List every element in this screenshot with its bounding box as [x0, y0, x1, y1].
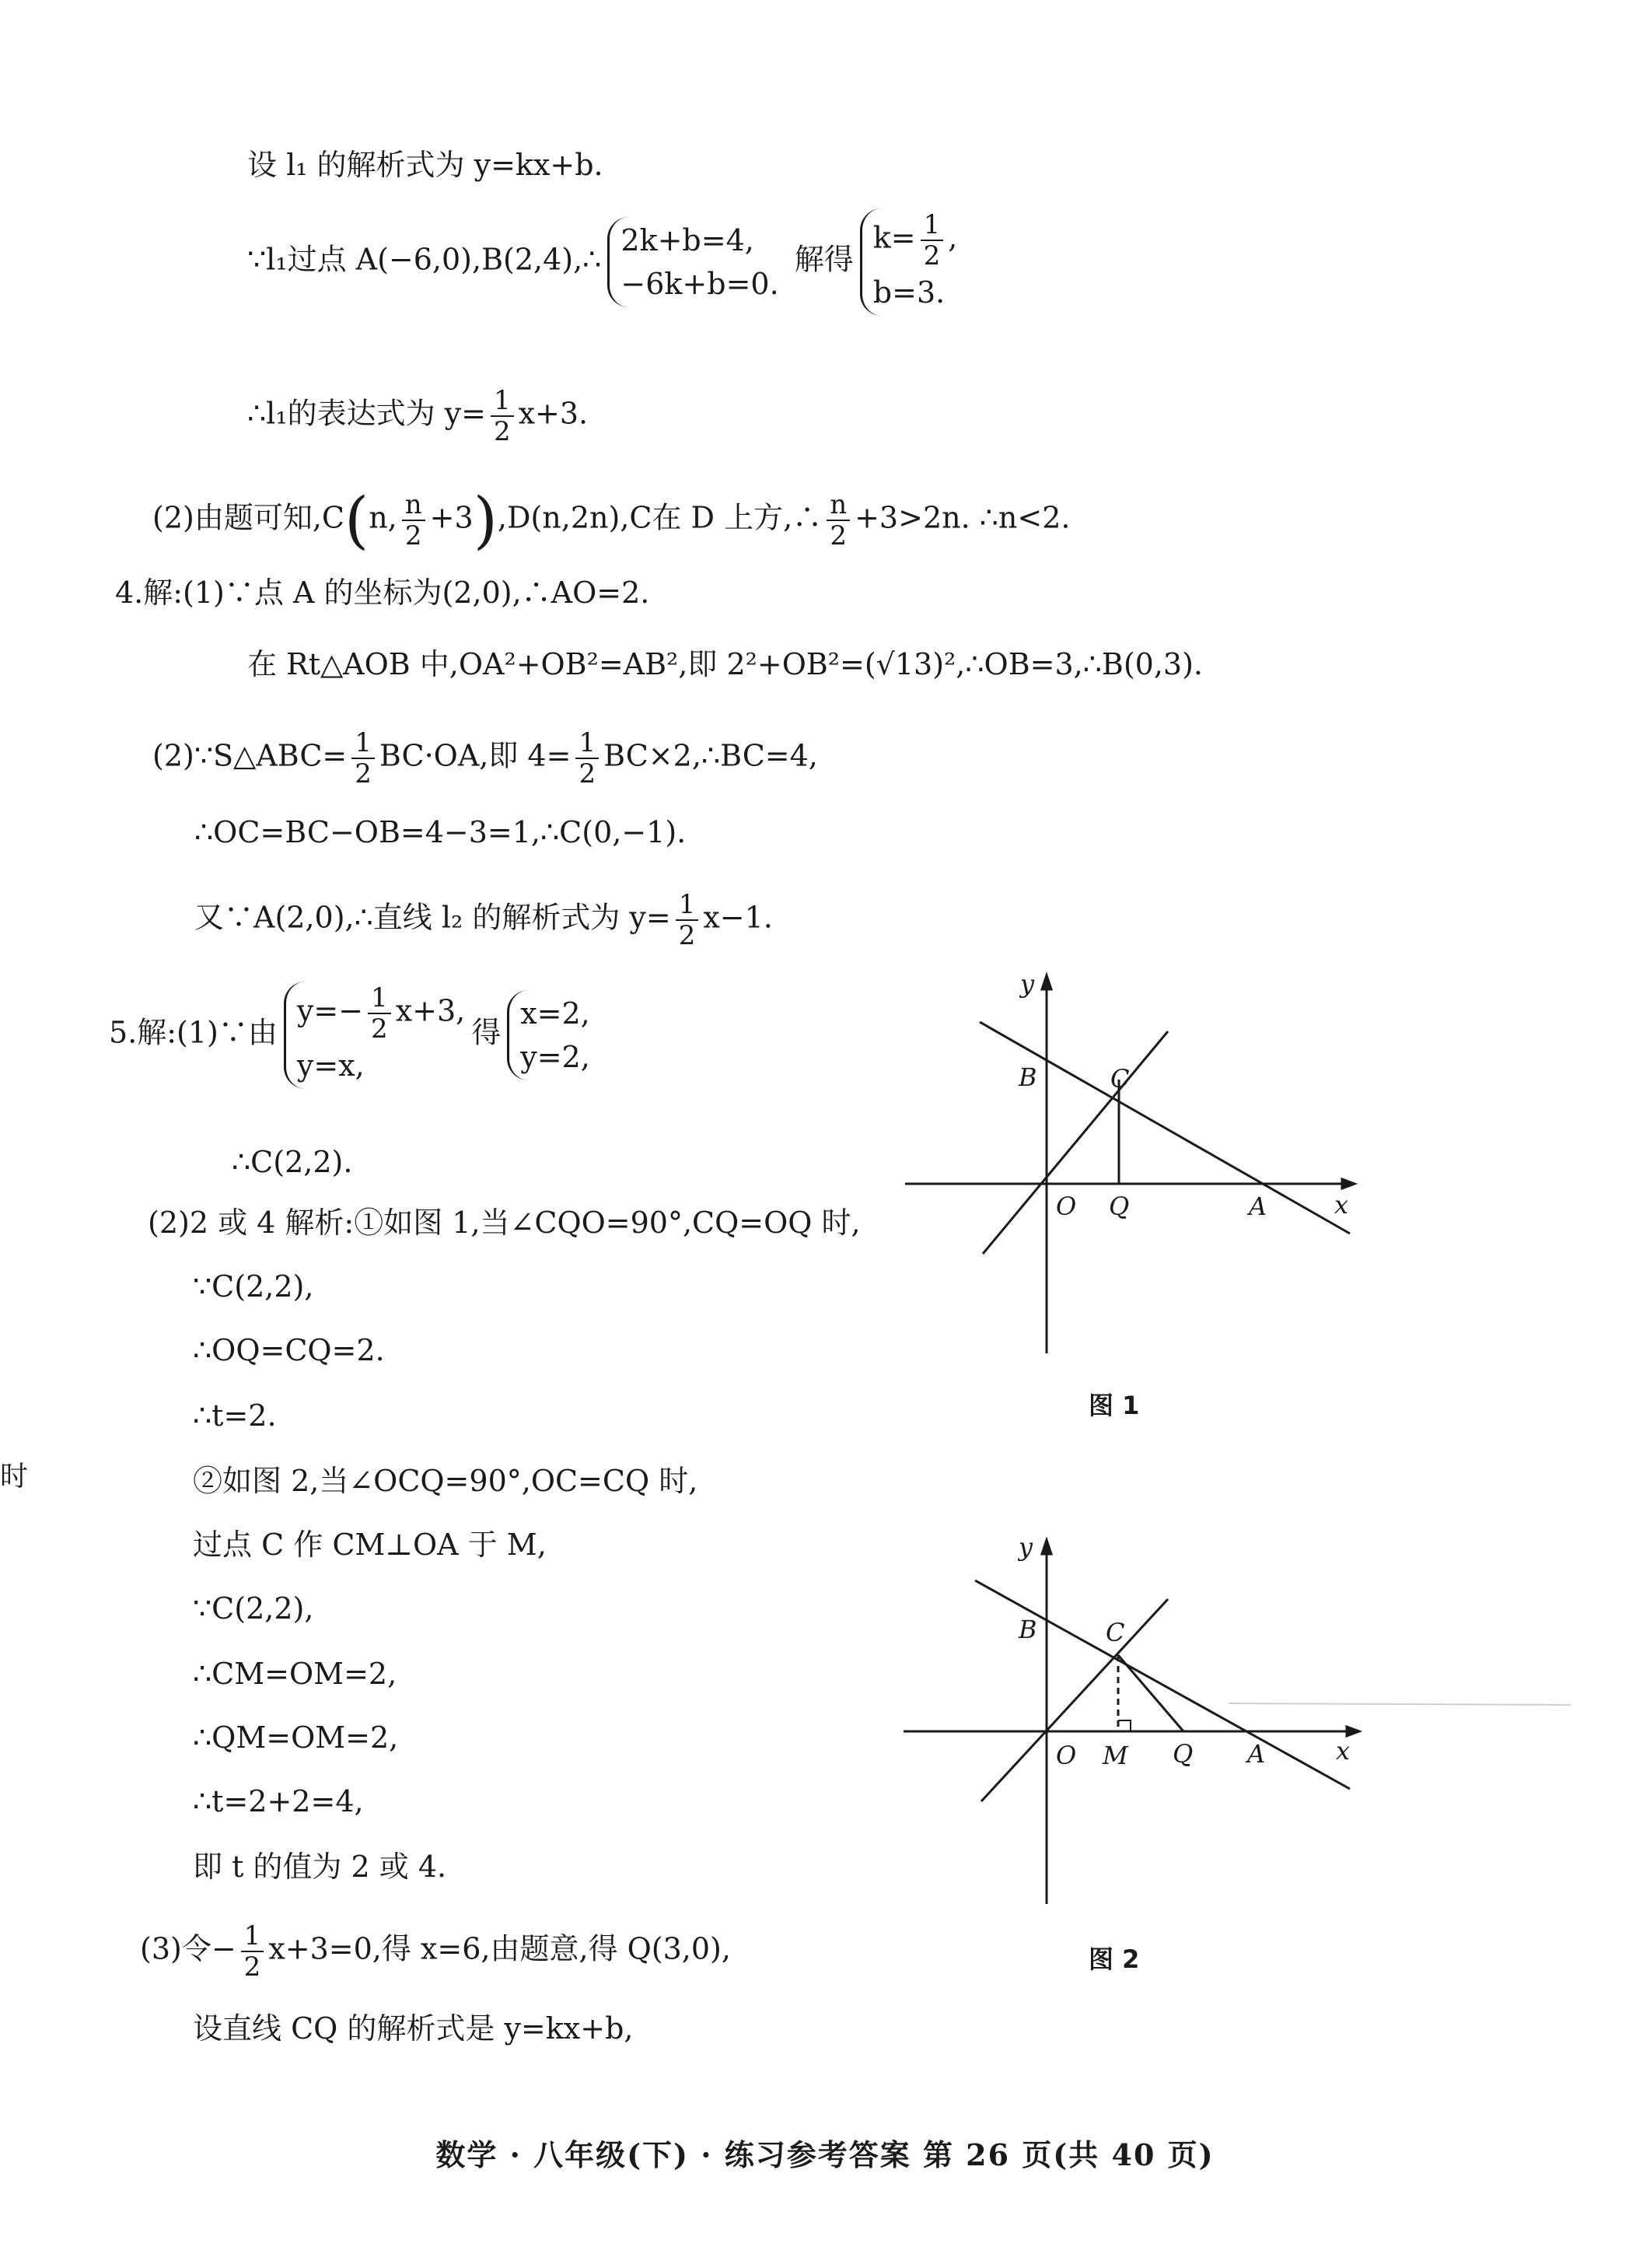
label-x: x — [1336, 1736, 1351, 1766]
text: 解得 — [794, 242, 854, 277]
label-c: C — [1106, 1618, 1125, 1647]
line-l1 — [980, 1022, 1350, 1234]
line-4: (2)由题可知,C(n, $\frac{n}{2}$ +3),D(n,2n),C在 D 上方,∴ $\frac{n}{2}$ +3>2n. ∴n<2. — [152, 484, 1071, 556]
edge-character: 时 — [0, 1461, 29, 1493]
line-11: ∴C(2,2). — [232, 1145, 353, 1179]
solution-system: x=2, y=2, — [507, 990, 590, 1080]
label-q: Q — [1173, 1739, 1194, 1769]
line-1 — [247, 146, 603, 184]
equation-system — [607, 217, 778, 307]
fraction: $\frac{1}{2}$ — [491, 386, 514, 446]
label-x: x — [1334, 1190, 1349, 1220]
line-19: ∴CM=OM=2, — [193, 1657, 397, 1691]
y-arrow — [1042, 975, 1051, 989]
x-arrow — [1342, 1179, 1355, 1188]
solution-b: b=3. — [872, 275, 946, 310]
line-14: ∴OQ=CQ=2. — [193, 1333, 385, 1367]
line-yx — [981, 1599, 1168, 1801]
line-15: ∴t=2. — [193, 1398, 277, 1433]
text: ∵l₁过点 A(−6,0),B(2,4),∴ — [247, 242, 602, 277]
line-21: ∴t=2+2=4, — [193, 1784, 364, 1818]
y-arrow — [1042, 1540, 1051, 1554]
line-9: 又∵A(2,0),∴直线 l₂ 的解析式为 y= $\frac{1}{2}$ x−1. — [194, 889, 773, 951]
line-22: 即 t 的值为 2 或 4. — [193, 1850, 447, 1884]
figure-1-caption: 图 1 — [1089, 1391, 1140, 1420]
label-q: Q — [1109, 1192, 1130, 1221]
label-b: B — [1019, 1615, 1037, 1644]
line-2 — [247, 208, 963, 316]
label-m: M — [1103, 1741, 1128, 1770]
line-8: ∴OC=BC−OB=4−3=1,∴C(0,−1). — [194, 815, 687, 849]
label-a: A — [1249, 1192, 1267, 1221]
line-16: ②如图 2,当∠OCQ=90°,OC=CQ 时, — [193, 1464, 698, 1498]
line-18: ∵C(2,2), — [193, 1591, 314, 1626]
line-10: 5.解:(1)∵由 y=− $\frac{1}{2}$ x+3, y=x, 得 x=2, y=2, — [109, 982, 596, 1089]
line-20: ∴QM=OM=2, — [193, 1720, 399, 1755]
line-5: 4.解:(1)∵点 A 的坐标为(2,0),∴AO=2. — [115, 576, 650, 610]
line-24: 设直线 CQ 的解析式是 y=kx+b, — [193, 2011, 634, 2046]
line-12: (2)2 或 4 解析:①如图 1,当∠CQO=90°,CQ=OQ 时, — [148, 1206, 861, 1240]
x-arrow — [1347, 1727, 1359, 1736]
right-angle-mark — [1118, 1720, 1131, 1731]
line-3: ∴l₁的表达式为 y= $\frac{1}{2}$ x+3. — [247, 385, 589, 447]
line-13: ∵C(2,2), — [193, 1269, 314, 1304]
label-y: y — [1019, 1532, 1033, 1562]
label-o: O — [1056, 1741, 1077, 1770]
label-c: C — [1110, 1064, 1130, 1094]
line-23: (3)令− $\frac{1}{2}$ x+3=0,得 x=6,由题意,得 Q(3,0), — [140, 1920, 731, 1983]
line-7: (2)∵S△ABC= $\frac{1}{2}$ BC·OA,即 4= $\frac{1}{2}$ BC×2,∴BC=4, — [152, 727, 818, 789]
label-a: A — [1247, 1739, 1266, 1769]
page-footer: 数学 · 八年级(下) · 练习参考答案 第 26 页(共 40 页) — [435, 2137, 1215, 2172]
text: 设 l₁ 的解析式为 y=kx+b. — [247, 148, 603, 182]
figure-1 — [894, 964, 1376, 1369]
equation-system: y=− $\frac{1}{2}$ x+3, y=x, — [284, 982, 465, 1089]
figure-2-caption: 图 2 — [1089, 1944, 1140, 1974]
label-b: B — [1019, 1062, 1037, 1092]
equation: −6k+b=0. — [620, 267, 779, 301]
equation: 2k+b=4, — [620, 223, 754, 257]
solution-k: k= $\frac{1}{2}$ , — [872, 209, 958, 271]
scan-line — [1229, 1703, 1571, 1705]
label-o: O — [1056, 1192, 1077, 1221]
line-17: 过点 C 作 CM⊥OA 于 M, — [193, 1528, 547, 1562]
line-6: 在 Rt△AOB 中,OA²+OB²=AB²,即 2²+OB²=(√13)²,∴OB=3,∴B(0,3). — [247, 647, 1203, 681]
solution-system — [860, 208, 958, 316]
line-l1 — [975, 1580, 1350, 1789]
label-y: y — [1020, 969, 1035, 999]
figure-2 — [894, 1524, 1594, 1913]
